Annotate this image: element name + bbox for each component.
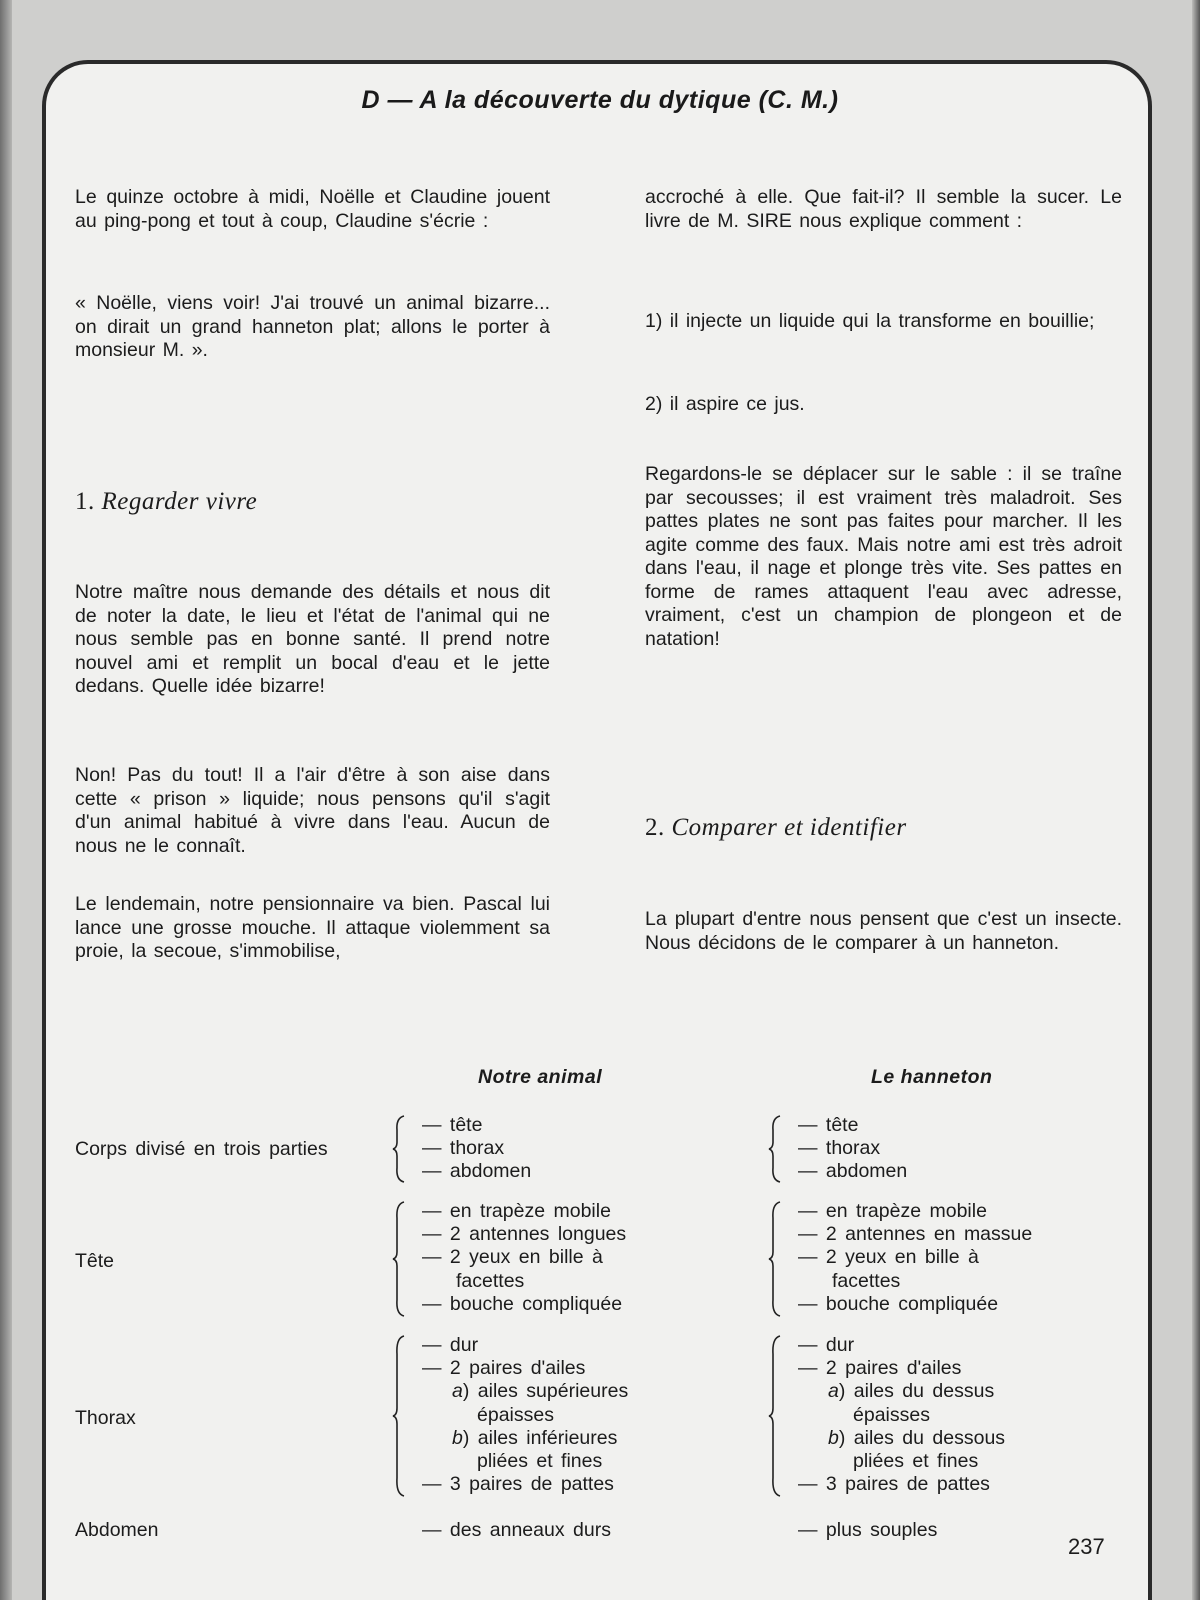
paragraph-4: [75, 764, 550, 858]
list-item: pliées et fines: [477, 1450, 603, 1473]
list-item: — tête: [422, 1114, 483, 1136]
notre-animal-corps-list: [422, 1114, 531, 1184]
paragraph-text: Regardons-le se déplacer sur le sable : il se traîne par secousses; il est vraiment très maladroit. Ses pattes plates ne sont pas faites pour marcher. Il les agite comme des faux. Mais notre ami est très adroit dans l'eau, il nage et plonge très vite. Ses pattes en forme de rames attaquent l'eau avec adresse, vraiment, c'est un champion de plongeon et de natation!: [645, 463, 1122, 650]
right-paragraph-3: [645, 908, 1122, 955]
hanneton-thorax-list: — dur — 2 paires d'ailes a) ailes du dessus épaisses b) ailes du dessous pliées et fines — 3 paires de pattes: [798, 1334, 1006, 1496]
list-item: — thorax: [422, 1137, 505, 1160]
brace-icon: [392, 1114, 408, 1184]
list-item: — 2 yeux en bille à: [422, 1246, 603, 1269]
list-item: pliées et fines: [853, 1450, 979, 1473]
row-label-corps: Corps divisé en trois parties: [75, 1138, 328, 1160]
list-item: — en trapèze mobile: [798, 1200, 987, 1222]
section-2-heading: [645, 814, 907, 842]
hanneton-tete-list: [798, 1200, 1032, 1316]
list-marker: b: [828, 1426, 839, 1449]
brace-icon: [768, 1114, 784, 1184]
brace-icon: [392, 1200, 408, 1318]
notre-animal-thorax-list: — dur — 2 paires d'ailes a) ailes supérieures épaisses b) ailes inférieures pliées et fines — 3 paires de pattes: [422, 1334, 629, 1496]
intro-paragraph-2: [75, 292, 550, 363]
list-item: — 2 yeux en bille à: [798, 1246, 979, 1269]
list-item: — 3 paires de pattes: [422, 1473, 614, 1496]
section-number: 1.: [75, 488, 95, 515]
list-item: facettes: [832, 1269, 901, 1292]
list-item: ailes inférieures: [477, 1426, 618, 1449]
intro-paragraph-1: [75, 186, 550, 233]
section-number: 2.: [645, 814, 665, 841]
list-item: — abdomen: [422, 1160, 532, 1183]
right-paragraph-2: [645, 463, 1122, 651]
paragraph-text: 1) il injecte un liquide qui la transforme en bouillie;: [645, 310, 1095, 332]
list-item: — 2 paires d'ailes: [798, 1357, 962, 1380]
paragraph-text: Le lendemain, notre pensionnaire va bien. Pascal lui lance une grosse mouche. Il attaque violemment sa proie, la secoue, s'immobilise,: [75, 893, 550, 962]
list-item: épaisses: [853, 1403, 930, 1426]
list-item: ailes du dessous: [853, 1426, 1006, 1449]
hanneton-abdomen-list: [798, 1519, 937, 1542]
list-item: ailes du dessus: [853, 1380, 995, 1403]
brace-icon: [392, 1334, 408, 1498]
list-item: — en trapèze mobile: [422, 1200, 611, 1222]
column-header-hanneton: Le hanneton: [871, 1066, 993, 1088]
brace-icon: [768, 1334, 784, 1498]
list-item: — 2 antennes en massue: [798, 1223, 1033, 1246]
list-item: — plus souples: [798, 1519, 938, 1541]
notre-animal-abdomen-list: [422, 1519, 611, 1542]
notre-animal-tete-list: [422, 1200, 626, 1316]
paragraph-text: Non! Pas du tout! Il a l'air d'être à son aise dans cette « prison » liquide; nous pensons qu'il s'agit d'un animal habitué à vivre dans l'eau. Aucun de nous ne le connaît.: [75, 764, 550, 857]
page-title: D — A la découverte du dytique (C. M.): [361, 86, 839, 114]
row-label-tete: Tête: [75, 1250, 115, 1272]
list-item: — dur: [798, 1334, 855, 1356]
list-item: — 2 antennes longues: [422, 1223, 627, 1246]
row-label-thorax: Thorax: [75, 1407, 136, 1429]
list-item: — bouche compliquée: [798, 1292, 999, 1315]
row-label-abdomen: Abdomen: [75, 1519, 159, 1541]
list-marker: a: [452, 1380, 463, 1403]
step-2: [645, 393, 1122, 417]
paragraph-text: accroché à elle. Que fait-il? Il semble la sucer. Le livre de M. SIRE nous explique comment :: [645, 186, 1122, 232]
section-title: Comparer et identifier: [671, 814, 907, 841]
paragraph-text: Le quinze octobre à midi, Noëlle et Claudine jouent au ping-pong et tout à coup, Claudine s'écrie :: [75, 186, 550, 232]
list-item: — thorax: [798, 1137, 881, 1160]
list-item: — bouche compliquée: [422, 1292, 623, 1315]
step-1: [645, 310, 1122, 334]
list-item: — dur: [422, 1334, 479, 1356]
section-1-heading: [75, 488, 257, 516]
section-title: Regarder vivre: [101, 488, 258, 515]
list-item: ailes supérieures: [477, 1380, 629, 1403]
list-item: — 2 paires d'ailes: [422, 1357, 586, 1380]
list-item: — abdomen: [798, 1160, 908, 1183]
list-item: — des anneaux durs: [422, 1519, 611, 1541]
page-edge: [1192, 0, 1200, 1600]
brace-icon: [768, 1200, 784, 1318]
hanneton-corps-list: [798, 1114, 907, 1184]
list-item: — tête: [798, 1114, 859, 1136]
paragraph-text: La plupart d'entre nous pensent que c'est un insecte. Nous décidons de le comparer à un hanneton.: [645, 908, 1122, 954]
paragraph-text: Notre maître nous demande des détails et nous dit de noter la date, le lieu et l'état de l'animal qui ne nous semble pas en bonne santé. Il prend notre nouvel ami et remplit un bocal d'eau et le jette dedans. Quelle idée bizarre!: [75, 581, 550, 697]
column-header-notre-animal: Notre animal: [478, 1066, 603, 1088]
list-item: épaisses: [477, 1403, 554, 1426]
right-paragraph-1: [645, 186, 1122, 233]
list-item: facettes: [456, 1269, 525, 1292]
paragraph-text: 2) il aspire ce jus.: [645, 393, 805, 415]
paragraph-3: [75, 581, 550, 699]
paragraph-text: « Noëlle, viens voir! J'ai trouvé un animal bizarre... on dirait un grand hanneton plat; allons le porter à monsieur M. ».: [75, 292, 550, 361]
list-item: — 3 paires de pattes: [798, 1473, 990, 1496]
book-spine-shadow: [0, 0, 12, 1600]
paragraph-5: [75, 893, 550, 964]
list-marker: b: [452, 1426, 463, 1449]
list-marker: a: [828, 1380, 839, 1403]
page-number: 237: [1068, 1534, 1105, 1559]
